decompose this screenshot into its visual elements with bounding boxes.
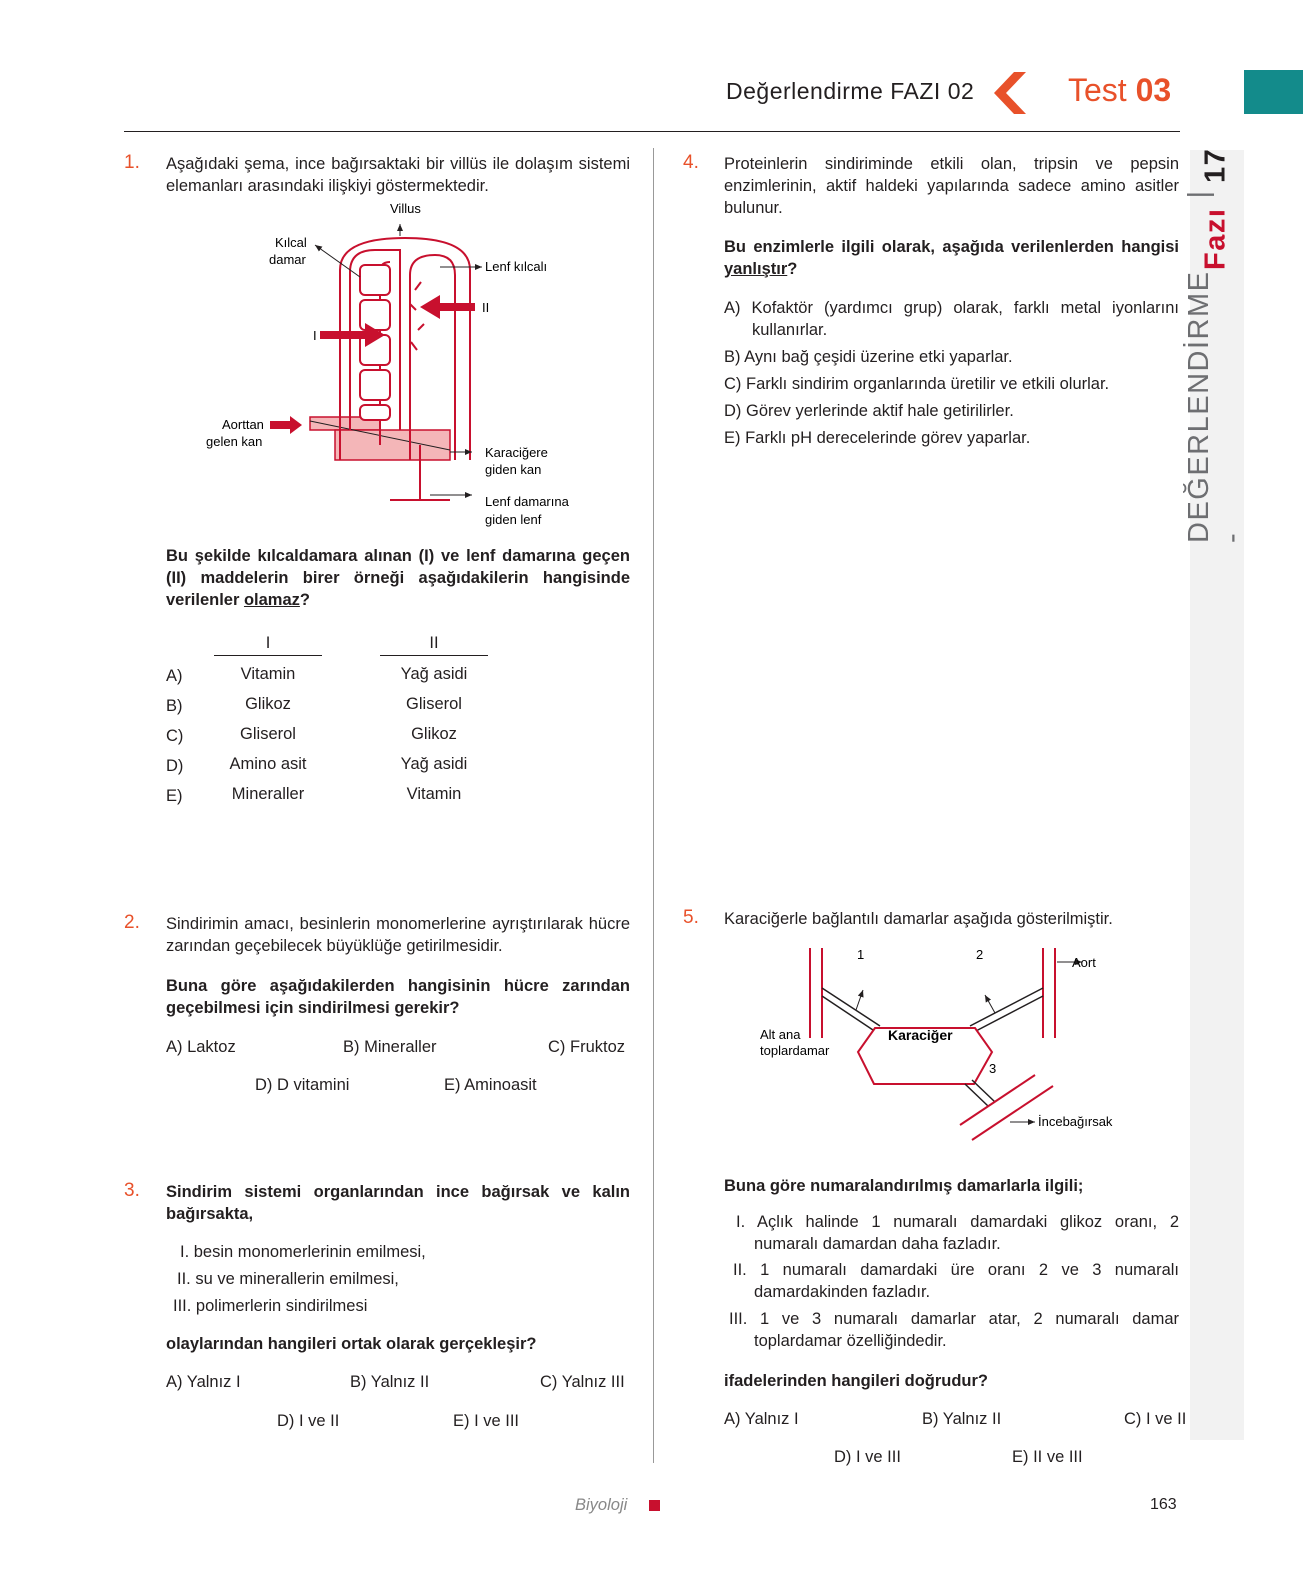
- q3-opt-a[interactable]: A) Yalnız I: [166, 1373, 241, 1391]
- liver-vessels-diagram: [760, 940, 1160, 1170]
- q1-opt-c-letter[interactable]: C): [166, 727, 184, 745]
- q3-opt-b[interactable]: B) Yalnız II: [350, 1373, 430, 1391]
- q1-text: Aşağıdaki şema, ince bağırsaktaki bir villüs ile dolaşım sistemi elemanları arasındaki ilişkiyi göstermektedir.: [166, 155, 630, 195]
- q5-question: ifadelerinden hangileri doğrudur?: [724, 1372, 989, 1390]
- footer-square-icon: [649, 1500, 660, 1511]
- sidebar-text: DEĞERLENDİRME -: [1183, 270, 1248, 543]
- q5-statement-3: III. 1 ve 3 numaralı damarlar atar, 2 numaralı damar toplardamar özelliğindedir.: [729, 1310, 1179, 1350]
- chevron-left-icon: [990, 72, 1038, 114]
- teal-tab: [1244, 70, 1303, 114]
- q1-opt-d-letter[interactable]: D): [166, 757, 184, 775]
- q5-opt-a[interactable]: A) Yalnız I: [724, 1410, 799, 1428]
- section-title: Değerlendirme FAZI 02: [726, 78, 975, 104]
- q4-opt-a[interactable]: A) Kofaktör (yardımcı grup) olarak, farklı metal iyonlarını kullanırlar.: [724, 299, 1179, 339]
- q3-opt-e[interactable]: E) I ve III: [453, 1412, 520, 1430]
- label-n1: 1: [857, 947, 865, 962]
- q3-item-1: I. besin monomerlerinin emilmesi,: [180, 1243, 426, 1261]
- label-villus: Villus: [390, 201, 421, 216]
- label-ince: İncebağırsak: [1038, 1114, 1113, 1129]
- q1-opt-e-letter[interactable]: E): [166, 787, 183, 805]
- q1-opt-d-ii: Yağ asidi: [400, 755, 468, 773]
- q1-question-text: Bu şekilde kılcaldamara alınan (I) ve lenf damarına geçen (II) maddelerin birer örneği aşağıdakilerin hangisinde verilenler: [166, 547, 630, 609]
- label-aorttan-1: Aorttan: [222, 417, 264, 432]
- test-number: 03: [1135, 72, 1172, 108]
- q2-opt-d[interactable]: D) D vitamini: [255, 1076, 350, 1094]
- label-n2: 2: [976, 947, 984, 962]
- label-karacigere-1: Karaciğere: [485, 445, 548, 460]
- q3-opt-c[interactable]: C) Yalnız III: [540, 1373, 625, 1391]
- sidebar-number: 17: [1199, 148, 1232, 184]
- q4-question-end: ?: [787, 260, 798, 278]
- q4-opt-b[interactable]: B) Aynı bağ çeşidi üzerine etki yaparlar.: [724, 348, 1013, 366]
- sidebar-title: DEĞERLENDİRME - Fazı | 17: [1183, 148, 1248, 543]
- q5-text: Karaciğerle bağlantılı damarlar aşağıda gösterilmiştir.: [724, 910, 1113, 928]
- q1-opt-c-ii: Glikoz: [411, 725, 457, 743]
- q4-opt-c[interactable]: C) Farklı sindirim organlarında üretilir ve etkili olurlar.: [724, 375, 1110, 393]
- q4-text: Proteinlerin sindiriminde etkili olan, tripsin ve pepsin enzimlerinin, aktif haldeki yapılarında sadece amino asitler bulunur.: [724, 155, 1179, 217]
- label-kilcal-2: damar: [269, 252, 306, 267]
- page-number: 163: [1150, 1496, 1177, 1513]
- q3-number: 3.: [124, 1180, 140, 1201]
- q5-opt-c[interactable]: C) I ve II: [1124, 1410, 1187, 1428]
- q1-question: [166, 545, 630, 611]
- q2-opt-b[interactable]: B) Mineraller: [343, 1038, 437, 1056]
- q4-opt-d[interactable]: D) Görev yerlerinde aktif hale getirilirler.: [724, 402, 1014, 420]
- q1-opt-a-i: Vitamin: [240, 665, 296, 683]
- q1-opt-a-ii: Yağ asidi: [400, 665, 468, 683]
- q1-opt-b-i: Glikoz: [245, 695, 291, 713]
- q3-question: olaylarından hangileri ortak olarak gerçekleşir?: [166, 1335, 537, 1353]
- q1-question-emphasis: olamaz: [243, 591, 300, 609]
- label-karaciger: Karaciğer: [888, 1027, 953, 1043]
- q1-number: 1.: [124, 152, 140, 173]
- q5-opt-b[interactable]: B) Yalnız II: [922, 1410, 1002, 1428]
- q5-number: 5.: [683, 907, 699, 928]
- q2-opt-e[interactable]: E) Aminoasit: [444, 1076, 537, 1094]
- sidebar-logo: Fazı: [1199, 208, 1232, 271]
- villus-diagram: [200, 200, 600, 540]
- label-lenfdam-2: giden lenf: [485, 512, 542, 527]
- q2-question: Buna göre aşağıdakilerden hangisinin hücre zarından geçebilmesi için sindirilmesi gerekir?: [166, 977, 630, 1017]
- label-lenfdam-1: Lenf damarına: [485, 494, 569, 509]
- q4-question-emphasis: yanlıştır: [724, 260, 788, 278]
- q3-opt-d[interactable]: D) I ve II: [277, 1412, 340, 1430]
- q1-opt-c-i: Gliserol: [240, 725, 296, 743]
- label-ii: II: [482, 300, 490, 315]
- label-alt-2: toplardamar: [760, 1043, 830, 1058]
- q3-text: Sindirim sistemi organlarından ince bağırsak ve kalın bağırsakta,: [166, 1183, 630, 1223]
- q1-col-1: I: [214, 634, 322, 656]
- q5-statement-2: II. 1 numaralı damardaki üre oranı 2 ve 3 numaralı damardakinden fazladır.: [733, 1261, 1179, 1301]
- q5-opt-d[interactable]: D) I ve III: [834, 1448, 901, 1466]
- q1-opt-b-letter[interactable]: B): [166, 697, 183, 715]
- column-divider: [653, 148, 654, 1463]
- q4-question-text: Bu enzimlerle ilgili olarak, aşağıda verilenlerden hangisi: [724, 238, 1179, 256]
- q1-opt-b-ii: Gliserol: [406, 695, 462, 713]
- q1-question-end: ?: [299, 591, 310, 609]
- q4-number: 4.: [683, 152, 699, 173]
- q2-text: Sindirimin amacı, besinlerin monomerlerine ayrıştırılarak hücre zarından geçebilecek büyüklüğe getirilmesidir.: [166, 915, 630, 955]
- q2-opt-a[interactable]: A) Laktoz: [166, 1038, 236, 1056]
- q1-opt-e-ii: Vitamin: [406, 785, 462, 803]
- label-aort: Aort: [1072, 955, 1096, 970]
- q1-opt-a-letter[interactable]: A): [166, 667, 183, 685]
- label-karacigere-2: giden kan: [485, 462, 542, 477]
- label-kilcal-1: Kılcal: [275, 235, 307, 250]
- q5-statement-1: I. Açlık halinde 1 numaralı damardaki glikoz oranı, 2 numaralı damardan daha fazladır.: [736, 1213, 1179, 1253]
- q1-col-2: II: [380, 634, 488, 656]
- label-alt-1: Alt ana: [760, 1027, 801, 1042]
- q2-number: 2.: [124, 912, 140, 933]
- q5-lead: Buna göre numaralandırılmış damarlarla ilgili;: [724, 1177, 1084, 1195]
- q1-opt-d-i: Amino asit: [229, 755, 307, 773]
- label-i: I: [313, 328, 317, 343]
- q3-item-3: III. polimerlerin sindirilmesi: [173, 1297, 368, 1315]
- q1-opt-e-i: Mineraller: [231, 785, 305, 803]
- label-lenf-kilcali: Lenf kılcalı: [485, 259, 548, 274]
- header-rule: [124, 131, 1180, 132]
- q2-opt-c[interactable]: C) Fruktoz: [548, 1038, 626, 1056]
- label-n3: 3: [989, 1061, 997, 1076]
- label-aorttan-2: gelen kan: [206, 434, 263, 449]
- test-label: [1068, 72, 1171, 109]
- footer-subject: Biyoloji: [575, 1496, 628, 1514]
- test-word: Test: [1068, 72, 1127, 108]
- q4-opt-e[interactable]: E) Farklı pH derecelerinde görev yaparlar.: [724, 429, 1031, 447]
- q4-question: [724, 236, 1179, 280]
- q3-item-2: II. su ve minerallerin emilmesi,: [177, 1270, 399, 1288]
- q5-opt-e[interactable]: E) II ve III: [1012, 1448, 1083, 1466]
